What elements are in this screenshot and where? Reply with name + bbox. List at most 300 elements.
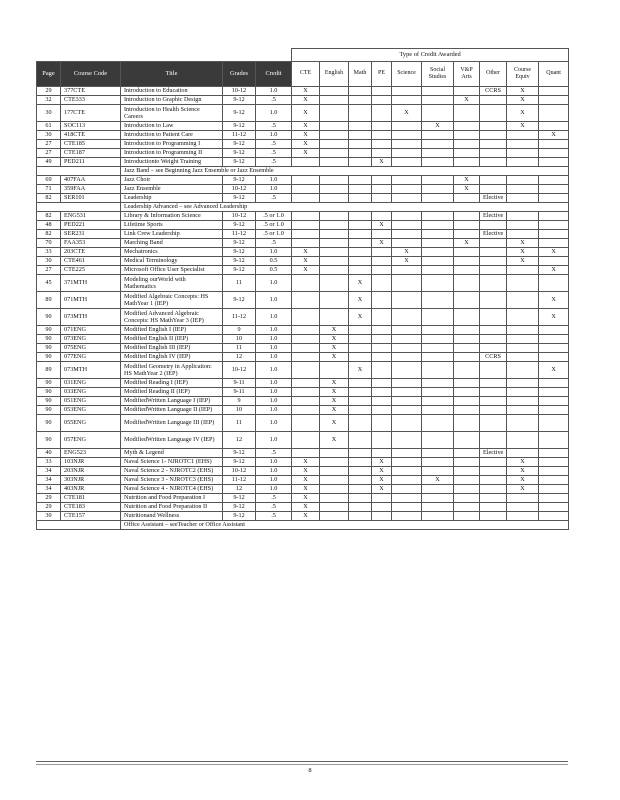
cell-page: 33 xyxy=(37,248,61,257)
cell-credit: 1.0 xyxy=(256,292,292,309)
table-row xyxy=(37,194,569,203)
cell-english xyxy=(320,96,349,105)
cell-cte: X xyxy=(292,503,320,512)
cell-cte xyxy=(292,230,320,239)
cell-quant xyxy=(539,239,569,248)
cell-page: 61 xyxy=(37,122,61,131)
cell-science xyxy=(392,266,422,275)
cell-vp-arts xyxy=(454,221,480,230)
cell-cte xyxy=(292,344,320,353)
cell-quant xyxy=(539,194,569,203)
cell-credit: 1.0 xyxy=(256,353,292,362)
table-row xyxy=(37,397,569,406)
cell-math xyxy=(349,406,372,415)
cell-other xyxy=(480,415,507,432)
credit-type-group-header: Type of Credit Awarded xyxy=(292,49,569,62)
cell-title: Introduction to Programming I xyxy=(121,140,223,149)
cell-title: Microsoft Office User Specialist xyxy=(121,266,223,275)
cell-title: Modified Geometry in Application: HS MathYear 2 (IEP) xyxy=(121,362,223,379)
cell-title: Medical Terminology xyxy=(121,257,223,266)
cell-math xyxy=(349,149,372,158)
cell-cte xyxy=(292,275,320,292)
cell-credit: .5 or 1.0 xyxy=(256,221,292,230)
cell-pe xyxy=(372,309,392,326)
table-row xyxy=(37,388,569,397)
cell-cte: X xyxy=(292,467,320,476)
section-note: Leadership Advanced – see Advanced Leadership xyxy=(121,203,569,212)
cell-social-studies xyxy=(422,344,454,353)
cell-page: 27 xyxy=(37,140,61,149)
cell-course-code: CTE181 xyxy=(61,494,121,503)
cell-math xyxy=(349,230,372,239)
cell-other xyxy=(480,239,507,248)
cell-course-equiv: X xyxy=(507,485,539,494)
cell-pe: X xyxy=(372,221,392,230)
cell-cte xyxy=(292,292,320,309)
cell-cte: X xyxy=(292,248,320,257)
cell-course-equiv xyxy=(507,406,539,415)
cell-title: Introduction to Programming II xyxy=(121,149,223,158)
cell-pe: X xyxy=(372,476,392,485)
cell-math xyxy=(349,122,372,131)
cell-cte xyxy=(292,388,320,397)
cell-quant: X xyxy=(539,248,569,257)
cell-other xyxy=(480,432,507,449)
cell-math xyxy=(349,335,372,344)
cell-title: Introductionto Weight Training xyxy=(121,158,223,167)
cell-social-studies xyxy=(422,257,454,266)
cell-grades: 11-12 xyxy=(223,230,256,239)
cell-grades: 10-12 xyxy=(223,87,256,96)
table-row xyxy=(37,239,569,248)
cell-cte xyxy=(292,406,320,415)
cell-grades: 10-12 xyxy=(223,362,256,379)
cell-pe xyxy=(372,415,392,432)
cell-grades: 10 xyxy=(223,406,256,415)
cell-course-equiv xyxy=(507,362,539,379)
cell-course-equiv xyxy=(507,379,539,388)
cell-page: 30 xyxy=(37,512,61,521)
cell-vp-arts: X xyxy=(454,239,480,248)
col-header-quant: Quant xyxy=(539,62,569,87)
cell-other xyxy=(480,292,507,309)
cell-pe xyxy=(372,248,392,257)
cell-english xyxy=(320,158,349,167)
cell-grades: 9-12 xyxy=(223,257,256,266)
cell-vp-arts xyxy=(454,467,480,476)
cell-vp-arts xyxy=(454,266,480,275)
cell-course-equiv: X xyxy=(507,476,539,485)
cell-other xyxy=(480,503,507,512)
cell-social-studies xyxy=(422,512,454,521)
cell-english xyxy=(320,221,349,230)
cell-science xyxy=(392,388,422,397)
cell-quant xyxy=(539,467,569,476)
table-row xyxy=(37,275,569,292)
cell-pe xyxy=(372,406,392,415)
cell-credit: 1.0 xyxy=(256,467,292,476)
cell-cte xyxy=(292,326,320,335)
cell-credit: 1.0 xyxy=(256,458,292,467)
cell-page: 70 xyxy=(37,239,61,248)
cell-grades: 9-12 xyxy=(223,176,256,185)
cell-cte: X xyxy=(292,266,320,275)
table-row xyxy=(37,266,569,275)
cell-english xyxy=(320,185,349,194)
cell-vp-arts xyxy=(454,458,480,467)
col-header-english: English xyxy=(320,62,349,87)
cell-course-code: 073MTH xyxy=(61,362,121,379)
cell-other xyxy=(480,257,507,266)
cell-english xyxy=(320,131,349,140)
cell-course-equiv: X xyxy=(507,122,539,131)
cell-social-studies xyxy=(422,239,454,248)
cell-social-studies xyxy=(422,221,454,230)
cell-grades: 9 xyxy=(223,326,256,335)
cell-cte xyxy=(292,449,320,458)
section-note: Jazz Band – see Beginning Jazz Ensemble or Jazz Ensemble xyxy=(121,167,569,176)
cell-other xyxy=(480,149,507,158)
cell-science xyxy=(392,185,422,194)
cell-social-studies xyxy=(422,185,454,194)
cell-page: 45 xyxy=(37,275,61,292)
cell-credit: .5 xyxy=(256,494,292,503)
cell-title: Naval Science 4 - NJROTC4 (EHS) xyxy=(121,485,223,494)
cell-page: 33 xyxy=(37,458,61,467)
cell-course-equiv: X xyxy=(507,87,539,96)
cell-cte: X xyxy=(292,105,320,122)
cell-english: X xyxy=(320,379,349,388)
cell-english xyxy=(320,194,349,203)
cell-title: Jazz Choir xyxy=(121,176,223,185)
cell-other xyxy=(480,397,507,406)
cell-title: Introduction to Patient Care xyxy=(121,131,223,140)
cell-vp-arts xyxy=(454,406,480,415)
table-row xyxy=(37,344,569,353)
cell-page: 90 xyxy=(37,406,61,415)
cell-pe xyxy=(372,503,392,512)
cell-course-equiv xyxy=(507,176,539,185)
cell-course-code: CTE183 xyxy=(61,503,121,512)
cell-course-code: CTE185 xyxy=(61,140,121,149)
cell-grades: 10-12 xyxy=(223,467,256,476)
cell-pe: X xyxy=(372,458,392,467)
cell-credit: 1.0 xyxy=(256,326,292,335)
cell-science xyxy=(392,406,422,415)
cell-grades: 9-12 xyxy=(223,96,256,105)
cell-vp-arts xyxy=(454,415,480,432)
cell-math xyxy=(349,257,372,266)
cell-vp-arts xyxy=(454,87,480,96)
cell-page: 27 xyxy=(37,266,61,275)
cell-science xyxy=(392,96,422,105)
cell-title: Naval Science 3 - NJROTC3 (EHS) xyxy=(121,476,223,485)
cell-math: X xyxy=(349,362,372,379)
cell-credit: 1.0 xyxy=(256,485,292,494)
cell-math xyxy=(349,353,372,362)
cell-pe: X xyxy=(372,467,392,476)
cell-cte: X xyxy=(292,485,320,494)
cell-vp-arts xyxy=(454,122,480,131)
cell-vp-arts: X xyxy=(454,96,480,105)
cell-title: Link Crew Leadership xyxy=(121,230,223,239)
cell-english: X xyxy=(320,415,349,432)
cell-science xyxy=(392,467,422,476)
cell-english xyxy=(320,362,349,379)
cell-other xyxy=(480,512,507,521)
cell-course-code: 177CTE xyxy=(61,105,121,122)
cell-cte xyxy=(292,212,320,221)
cell-quant xyxy=(539,397,569,406)
cell-quant xyxy=(539,335,569,344)
cell-math xyxy=(349,432,372,449)
cell-science xyxy=(392,275,422,292)
cell-other: Elective xyxy=(480,194,507,203)
cell-course-code: 073MTH xyxy=(61,309,121,326)
cell-title: Mechatronics xyxy=(121,248,223,257)
cell-course-equiv xyxy=(507,221,539,230)
cell-english: X xyxy=(320,326,349,335)
cell-science xyxy=(392,87,422,96)
cell-pe xyxy=(372,194,392,203)
cell-course-equiv xyxy=(507,185,539,194)
cell-pe xyxy=(372,257,392,266)
cell-cte: X xyxy=(292,140,320,149)
cell-cte xyxy=(292,415,320,432)
cell-quant xyxy=(539,494,569,503)
cell-course-code: 033ENG xyxy=(61,388,121,397)
cell-science xyxy=(392,353,422,362)
cell-science xyxy=(392,503,422,512)
cell-other xyxy=(480,140,507,149)
cell-quant xyxy=(539,449,569,458)
cell-vp-arts xyxy=(454,476,480,485)
cell-quant xyxy=(539,353,569,362)
cell-page: 32 xyxy=(37,96,61,105)
cell-credit: .5 or 1.0 xyxy=(256,230,292,239)
cell-other: CCRS xyxy=(480,353,507,362)
cell-quant xyxy=(539,388,569,397)
cell-vp-arts xyxy=(454,248,480,257)
cell-other xyxy=(480,185,507,194)
cell-other xyxy=(480,485,507,494)
cell-science xyxy=(392,212,422,221)
cell-vp-arts xyxy=(454,397,480,406)
cell-credit: 1.0 xyxy=(256,362,292,379)
cell-social-studies xyxy=(422,194,454,203)
cell-other: Elective xyxy=(480,449,507,458)
cell-grades: 9-12 xyxy=(223,149,256,158)
cell-title: Modified Reading II (IEP) xyxy=(121,388,223,397)
cell-page: 89 xyxy=(37,362,61,379)
cell-quant: X xyxy=(539,292,569,309)
cell-vp-arts xyxy=(454,257,480,266)
cell-science xyxy=(392,397,422,406)
cell-vp-arts xyxy=(454,379,480,388)
cell-course-code: 377CTE xyxy=(61,87,121,96)
cell-page: 29 xyxy=(37,87,61,96)
cell-cte: X xyxy=(292,87,320,96)
cell-page: 82 xyxy=(37,212,61,221)
cell-social-studies xyxy=(422,292,454,309)
cell-course-code: SOC113 xyxy=(61,122,121,131)
cell-title: Introduction to Health Science Careers xyxy=(121,105,223,122)
cell-course-equiv: X xyxy=(507,248,539,257)
section-note-row xyxy=(37,203,569,212)
cell-credit: 1.0 xyxy=(256,397,292,406)
cell-quant: X xyxy=(539,131,569,140)
cell-course-equiv xyxy=(507,194,539,203)
cell-course-equiv xyxy=(507,494,539,503)
cell-math xyxy=(349,194,372,203)
cell-social-studies xyxy=(422,230,454,239)
cell-cte: X xyxy=(292,257,320,266)
cell-cte xyxy=(292,194,320,203)
cell-course-equiv xyxy=(507,149,539,158)
cell-social-studies xyxy=(422,105,454,122)
cell-title: Myth & Legend xyxy=(121,449,223,458)
col-header-pe: PE xyxy=(372,62,392,87)
cell-social-studies xyxy=(422,432,454,449)
cell-other xyxy=(480,406,507,415)
cell-page: 82 xyxy=(37,194,61,203)
cell-title: Nutrition and Food Preparation II xyxy=(121,503,223,512)
cell-course-code: SER231 xyxy=(61,230,121,239)
cell-grades: 9-12 xyxy=(223,122,256,131)
cell-course-equiv xyxy=(507,275,539,292)
cell-page: 40 xyxy=(37,449,61,458)
cell-vp-arts xyxy=(454,309,480,326)
cell-science xyxy=(392,362,422,379)
cell-science xyxy=(392,230,422,239)
cell-course-code: 053ENG xyxy=(61,406,121,415)
cell-other xyxy=(480,458,507,467)
cell-grades: 9-11 xyxy=(223,388,256,397)
cell-science xyxy=(392,239,422,248)
cell-other xyxy=(480,248,507,257)
cell-pe xyxy=(372,230,392,239)
cell-cte: X xyxy=(292,122,320,131)
cell-vp-arts xyxy=(454,353,480,362)
cell-social-studies xyxy=(422,353,454,362)
table-row xyxy=(37,230,569,239)
cell-pe xyxy=(372,362,392,379)
cell-social-studies xyxy=(422,326,454,335)
cell-title: Nutrition and Food Preparation I xyxy=(121,494,223,503)
cell-course-equiv xyxy=(507,503,539,512)
cell-english xyxy=(320,275,349,292)
cell-pe xyxy=(372,131,392,140)
cell-pe xyxy=(372,266,392,275)
cell-credit: 0.5 xyxy=(256,266,292,275)
cell-grades: 9-12 xyxy=(223,140,256,149)
cell-course-equiv xyxy=(507,212,539,221)
cell-course-code: 071MTH xyxy=(61,292,121,309)
cell-other xyxy=(480,344,507,353)
cell-quant xyxy=(539,176,569,185)
cell-other xyxy=(480,96,507,105)
cell-credit: .5 xyxy=(256,449,292,458)
table-row xyxy=(37,485,569,494)
cell-other xyxy=(480,105,507,122)
col-header-course-code: Course Code xyxy=(61,62,121,87)
cell-quant xyxy=(539,458,569,467)
page-number: 8 xyxy=(308,767,312,774)
cell-math xyxy=(349,388,372,397)
cell-vp-arts xyxy=(454,326,480,335)
cell-grades: 9-12 xyxy=(223,494,256,503)
cell-social-studies xyxy=(422,87,454,96)
cell-social-studies xyxy=(422,458,454,467)
cell-social-studies xyxy=(422,96,454,105)
cell-quant xyxy=(539,96,569,105)
cell-math xyxy=(349,239,372,248)
cell-pe xyxy=(372,87,392,96)
cell-pe xyxy=(372,140,392,149)
cell-grades: 10-12 xyxy=(223,185,256,194)
cell-page: 90 xyxy=(37,397,61,406)
cell-pe xyxy=(372,326,392,335)
cell-science: X xyxy=(392,248,422,257)
cell-science xyxy=(392,379,422,388)
cell-credit: .5 xyxy=(256,512,292,521)
cell-math xyxy=(349,458,372,467)
cell-other xyxy=(480,122,507,131)
cell-pe xyxy=(372,344,392,353)
cell-credit: 1.0 xyxy=(256,176,292,185)
note-blank-cell xyxy=(37,521,121,530)
cell-science xyxy=(392,122,422,131)
table-row xyxy=(37,449,569,458)
cell-course-code: 103NJR xyxy=(61,458,121,467)
cell-pe xyxy=(372,275,392,292)
cell-math xyxy=(349,221,372,230)
cell-course-equiv xyxy=(507,512,539,521)
cell-pe xyxy=(372,449,392,458)
cell-grades: 9-11 xyxy=(223,379,256,388)
cell-vp-arts xyxy=(454,292,480,309)
cell-credit: 1.0 xyxy=(256,335,292,344)
cell-course-code: 051ENG xyxy=(61,397,121,406)
cell-course-equiv: X xyxy=(507,467,539,476)
cell-cte xyxy=(292,432,320,449)
section-note: Office Assistant – seeTeacher or Office Assistant xyxy=(121,521,569,530)
cell-page: 90 xyxy=(37,388,61,397)
cell-course-equiv xyxy=(507,415,539,432)
cell-english xyxy=(320,105,349,122)
cell-math: X xyxy=(349,292,372,309)
cell-vp-arts xyxy=(454,512,480,521)
cell-course-equiv xyxy=(507,230,539,239)
cell-course-code: CTE333 xyxy=(61,96,121,105)
table-row xyxy=(37,353,569,362)
cell-course-equiv xyxy=(507,309,539,326)
cell-title: Modified English III (IEP) xyxy=(121,344,223,353)
table-row xyxy=(37,149,569,158)
cell-page: 90 xyxy=(37,353,61,362)
cell-course-equiv xyxy=(507,388,539,397)
cell-title: Jazz Ensemble xyxy=(121,185,223,194)
cell-course-code: 071ENG xyxy=(61,326,121,335)
cell-course-equiv xyxy=(507,266,539,275)
cell-quant xyxy=(539,105,569,122)
cell-english xyxy=(320,467,349,476)
col-header-cte: CTE xyxy=(292,62,320,87)
table-row xyxy=(37,458,569,467)
cell-cte: X xyxy=(292,512,320,521)
col-header-grades: Grades xyxy=(223,62,256,87)
table-row xyxy=(37,494,569,503)
